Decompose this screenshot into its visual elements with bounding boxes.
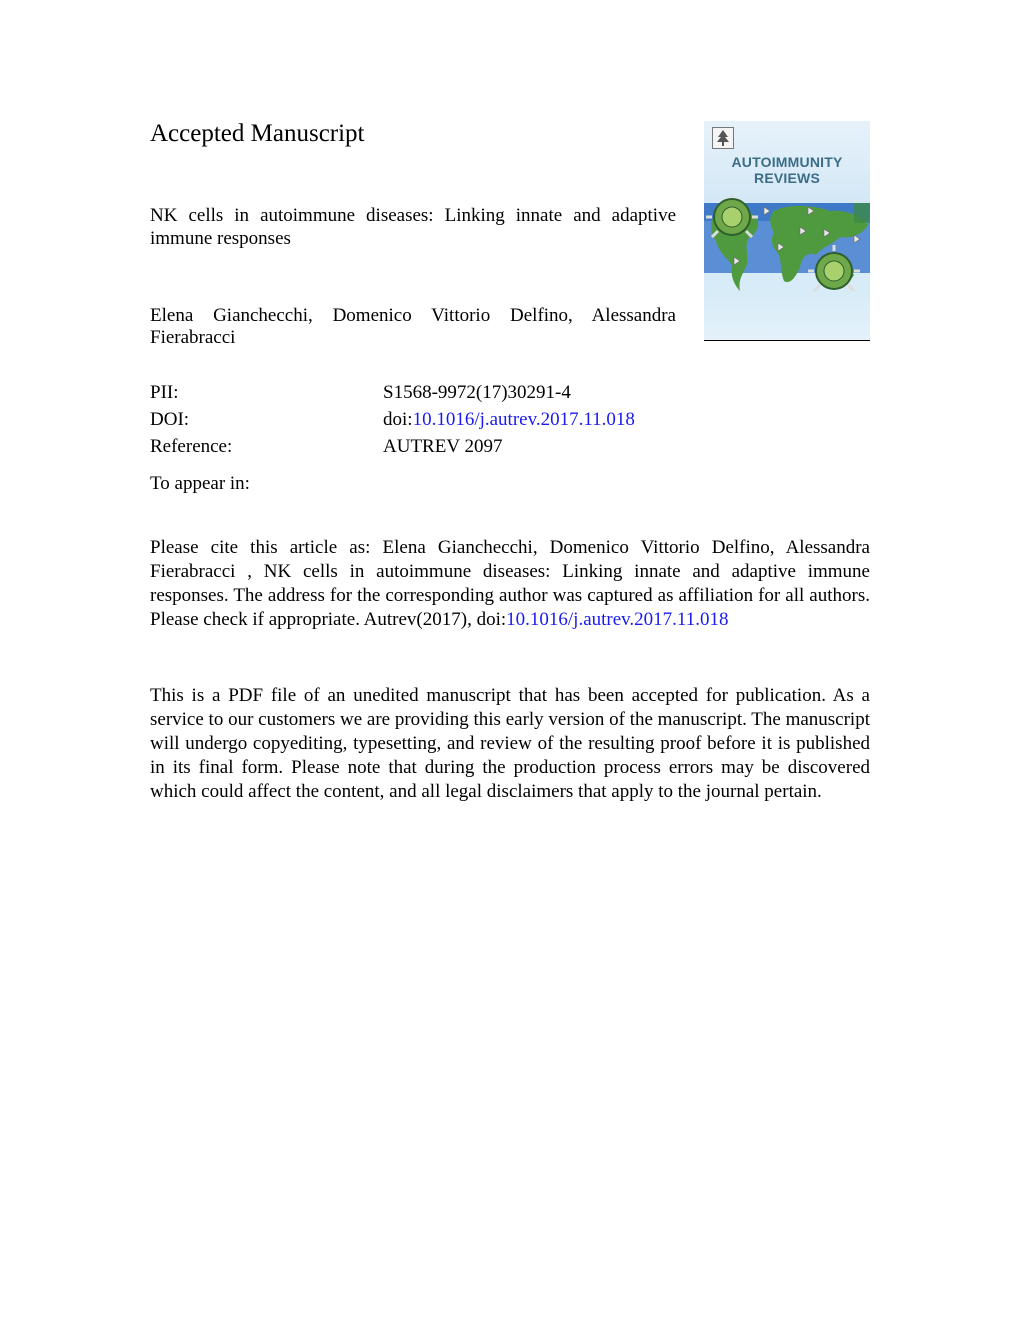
journal-cover — [704, 121, 870, 341]
reference-value: AUTREV 2097 — [383, 436, 503, 457]
pii-label: PII: — [150, 382, 179, 403]
doi-label: DOI: — [150, 409, 190, 430]
citation-paragraph — [150, 536, 870, 632]
elsevier-tree-logo-icon — [712, 127, 734, 149]
doi-link[interactable]: 10.1016/j.autrev.2017.11.018 — [412, 409, 635, 430]
cover-title — [704, 154, 870, 186]
reference-row — [150, 433, 635, 460]
pii-row — [150, 379, 635, 406]
doi-row — [150, 406, 635, 433]
disclaimer-paragraph: This is a PDF file of an unedited manuscript that has been accepted for publication. As a service to our customers we are providing this early version of the manuscript. The manuscript will undergo copyediting, typesetting, and review of the resulting proof before it is published in its final form. Please note that during the production process errors may be discovered which could affect the content, and all legal disclaimers that apply to the journal pertain. — [150, 685, 870, 802]
doi-value — [383, 406, 635, 433]
cover-title-line2: REVIEWS — [754, 170, 820, 186]
pii-value: S1568-9972(17)30291-4 — [383, 382, 571, 403]
article-title: NK cells in autoimmune diseases: Linking innate and adaptive immune responses — [150, 205, 676, 249]
article-authors: Elena Gianchecchi, Domenico Vittorio Delfino, Alessandra Fierabracci — [150, 305, 676, 348]
to-appear-in: To appear in: — [150, 473, 250, 494]
cover-title-line1: AUTOIMMUNITY — [731, 154, 843, 170]
doi-prefix: doi: — [383, 409, 413, 430]
article-metadata — [150, 379, 635, 460]
citation-doi-link[interactable]: 10.1016/j.autrev.2017.11.018 — [506, 609, 729, 630]
reference-label: Reference: — [150, 436, 233, 457]
world-map-icon — [704, 195, 870, 305]
page-title: Accepted Manuscript — [150, 120, 365, 147]
citation-text: Please cite this article as: Elena Gianchecchi, Domenico Vittorio Delfino, Alessandra Fierabracci , NK cells in autoimmune diseases: Linking innate and adaptive immune responses. The address for the corresponding author was captured as affiliation for all authors. Please check if appropriate. Autrev(2017), doi: — [150, 537, 870, 630]
